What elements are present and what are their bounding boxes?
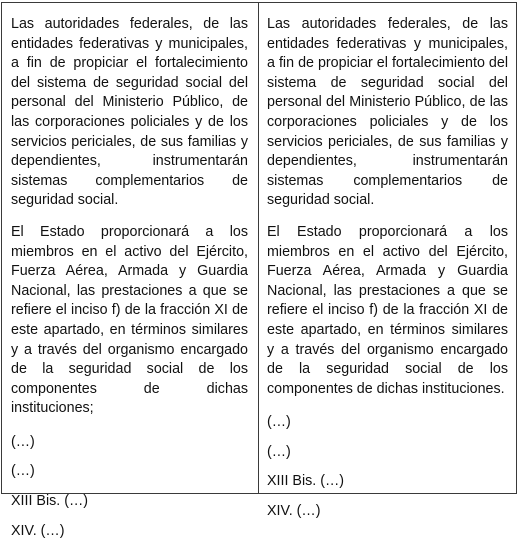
right-column — [259, 3, 516, 520]
left-ellipsis-2: (…) — [11, 463, 35, 480]
left-column — [2, 3, 259, 539]
right-ellipsis-1: (…) — [267, 414, 291, 431]
left-ellipsis-1: (…) — [11, 433, 35, 450]
right-fraction-xiv: XIV. (…) — [267, 503, 321, 520]
left-fraction-xiv: XIV. (…) — [11, 522, 65, 539]
right-ellipsis-2: (…) — [267, 443, 291, 460]
left-paragraph-1: Las autoridades federales, de las entidades federativas y municipales, a fin de propiciar el fortalecimiento del sistema de seguridad social del personal del Ministerio Público, de las corporaciones policiales y de los servicios periciales, de sus familias y dependientes, instrumentarán sistemas complementarios de seguridad social. — [11, 16, 248, 209]
right-paragraph-2: El Estado proporcionará a los miembros en el activo del Ejército, Fuerza Aérea, Armada y Guardia Nacional, las prestaciones a que se refiere el inciso f) de la fracción XI de este apartado, en términos similares y a través del organismo encargado de la seguridad social de los componentes de dichas instituciones. — [267, 223, 508, 397]
right-paragraph-1: Las autoridades federales, de las entidades federativas y municipales, a fin de propiciar el fortalecimiento del sistema de seguridad social del personal del Ministerio Público, de las corporaciones policiales y de los servicios periciales, de sus familias y dependientes, instrumentarán sistemas complementarios de seguridad social. — [267, 16, 508, 209]
left-paragraph-2: El Estado proporcionará a los miembros en el activo del Ejército, Fuerza Aérea, Armada y Guardia Nacional, las prestaciones a que se refiere el inciso f) de la fracción XI de este apartado, en términos similares y a través del organismo encargado de la seguridad social de los componentes de dichas instituciones; — [11, 223, 248, 417]
left-fraction-xiii-bis: XIII Bis. (…) — [11, 493, 89, 510]
comparison-table — [1, 2, 517, 539]
right-fraction-xiii-bis: XIII Bis. (…) — [267, 473, 345, 490]
